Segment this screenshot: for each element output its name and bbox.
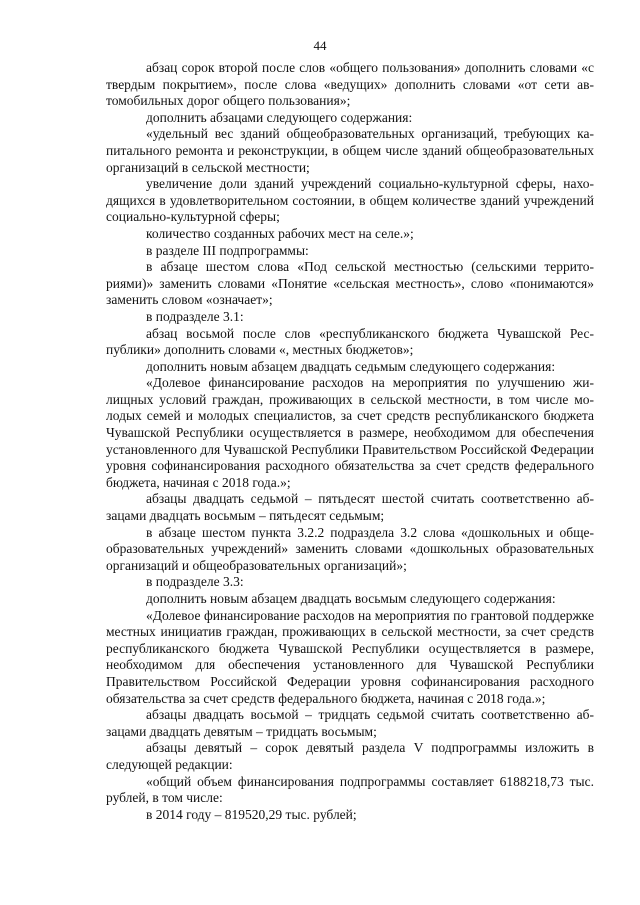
paragraph: «удельный вес зданий общеобразовательных организаций, требующих капитального ремонта и реконструкции, в общем числе зданий общеобразовательных организаций в сельской местности; bbox=[106, 126, 594, 175]
paragraph: дополнить новым абзацем двадцать седьмым следующего содержания: bbox=[146, 358, 556, 374]
paragraph: дополнить новым абзацем двадцать восьмым следующего содержания: bbox=[146, 591, 556, 606]
paragraph: абзацы девятый – сорок девятый раздела V подпрограммы изложить в следующей редакции: bbox=[106, 740, 594, 772]
paragraph: в абзаце шестом слова «Под сельской местностью (сельскими территориями)» заменить словами «Понятие «сельская местность», слово «понимаются» заменить словом «означает»; bbox=[106, 259, 594, 308]
paragraph: в абзаце шестом пункта 3.2.2 подраздела 3.2 слова «дошкольных и общеобразовательных учреждений» заменить словами «дошкольных образовательных организаций и общеобразовательных организаций»; bbox=[106, 524, 594, 573]
body-text bbox=[106, 60, 594, 823]
paragraph: количество созданных рабочих мест на селе.»; bbox=[146, 225, 414, 241]
paragraph: в подразделе 3.3: bbox=[146, 574, 244, 590]
paragraph: абзацы двадцать седьмой – пятьдесят шестой считать соответственно абзацами двадцать восьмым – пятьдесят седьмым; bbox=[106, 491, 594, 524]
paragraph: абзац восьмой после слов «республиканского бюджета Чувашской Республики» дополнить словами «, местных бюджетов»; bbox=[106, 325, 594, 358]
paragraph: дополнить абзацами следующего содержания: bbox=[146, 109, 413, 125]
page-number: 44 bbox=[313, 38, 327, 53]
paragraph: увеличение доли зданий учреждений социально-культурной сферы, находящихся в удовлетворительном состоянии, в общем количестве зданий учреждений социально-культурной сферы; bbox=[106, 176, 594, 225]
paragraph: «общий объем финансирования подпрограммы составляет 6188218,73 тыс. рублей, в том числе: bbox=[106, 773, 594, 806]
paragraph: в разделе III подпрограммы: bbox=[146, 242, 309, 258]
paragraph: в 2014 году – 819520,29 тыс. рублей; bbox=[146, 806, 357, 822]
paragraph: абзацы двадцать восьмой – тридцать седьмой считать соответственно абзацами двадцать девятым – тридцать восьмым; bbox=[106, 707, 594, 739]
paragraph: абзац сорок второй после слов «общего пользования» дополнить словами «с твердым покрытием», после слова «ведущих» дополнить словами «от сети автомобильных дорог общего пользования»; bbox=[106, 60, 594, 109]
paragraph: «Долевое финансирование расходов на мероприятия по грантовой поддержке местных инициатив граждан, проживающих в сельской местности, за счет средств республиканского бюджета Чувашской Республики осуществляется в размере, необходимом для обеспечения установленного для Чувашской Республики Правительством Российской Федерации уровня софинансирования расходного обязательства за счет средств федерального бюджета, начиная с 2018 года.»; bbox=[106, 607, 594, 706]
paragraph: «Долевое финансирование расходов на мероприятия по улучшению жилищных условий граждан, проживающих в сельской местности, в том числе молодых семей и молодых специалистов, за счет средств республиканского бюджета Чувашской Республики осуществляется в размере, необходимом для обеспечения установленного для Чувашской Республики Правительством Российской Федерации уровня софинансирования расходного обязательства за счет средств федерального бюджета, начиная с 2018 года.»; bbox=[106, 375, 594, 490]
paragraph: в подразделе 3.1: bbox=[146, 308, 244, 324]
